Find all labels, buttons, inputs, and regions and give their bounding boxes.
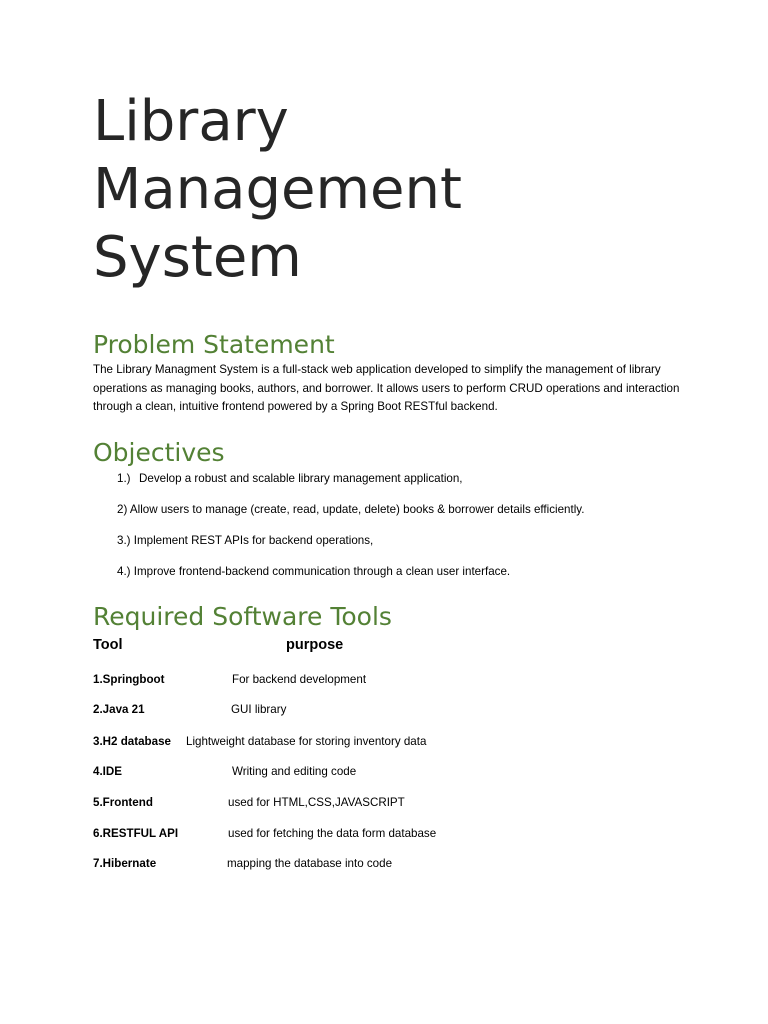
objective-text: Develop a robust and scalable library management application, [139,472,463,485]
tool-name: 2.Java 21 [93,703,145,716]
tool-purpose: For backend development [232,673,367,686]
objective-item [117,564,510,580]
objectives-heading: Objectives [93,438,225,467]
objective-number: 1.) [117,472,131,485]
tool-name: 6.RESTFUL API [93,827,179,840]
objective-item [117,502,584,518]
objective-item [117,533,373,549]
problem-statement-text: The Library Managment System is a full-stack web application developed to simplify the management of library operations as managing books, authors, and borrower. It allows users to perform CRUD operations and interaction through a clean, intuitive frontend powered by a Spring Boot RESTful backend. [93,363,680,414]
tool-purpose: Lightweight database for storing inventory data [186,735,427,748]
required-tools-heading: Required Software Tools [93,602,392,631]
tool-purpose: used for HTML,CSS,JAVASCRIPT [228,796,405,809]
tool-purpose: used for fetching the data form database [228,827,437,840]
tool-purpose: Writing and editing code [232,765,357,778]
tool-name: 1.Springboot [93,673,165,686]
column-header-tool: Tool [93,637,123,653]
column-header-purpose: purpose [286,637,344,653]
objective-text: 3.) Implement REST APIs for backend operations, [117,534,374,547]
tool-name: 5.Frontend [93,796,153,809]
objective-text: 4.) Improve frontend-backend communication through a clean user interface. [117,565,511,578]
objective-item [117,471,463,487]
tool-name: 3.H2 database [93,735,171,748]
tool-name: 7.Hibernate [93,857,157,870]
tool-name: 4.IDE [93,765,122,778]
title-line: Management [93,157,462,222]
document-title [93,88,693,292]
title-line: System [93,225,302,290]
problem-statement-heading: Problem Statement [93,330,335,359]
tool-purpose: mapping the database into code [227,857,393,870]
objective-text: 2) Allow users to manage (create, read, update, delete) books & borrower details efficiently. [117,503,585,516]
tool-purpose: GUI library [231,703,287,716]
title-line: Library [93,89,289,154]
